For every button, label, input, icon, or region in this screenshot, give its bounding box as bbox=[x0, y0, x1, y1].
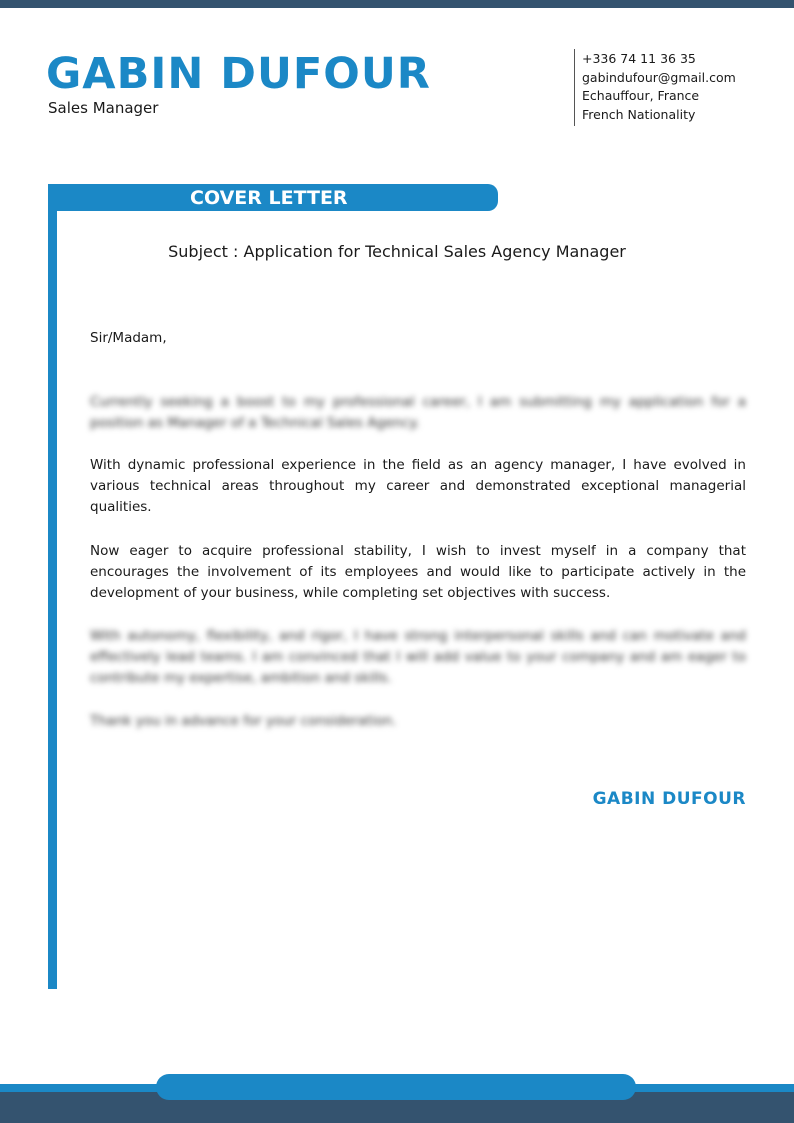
top-border-bar bbox=[0, 0, 794, 8]
contact-block bbox=[582, 50, 736, 125]
letter-paragraph-3: Now eager to acquire professional stability, I wish to invest myself in a company that encourages the involvement of its employees and would like to participate actively in the development of your business, while completing set objectives with success. bbox=[90, 543, 746, 602]
contact-nationality: French Nationality bbox=[582, 107, 696, 123]
contact-email: gabindufour@gmail.com bbox=[582, 69, 736, 85]
contact-divider bbox=[574, 49, 575, 126]
footer-pill bbox=[156, 1074, 636, 1100]
letter-paragraph-2: With dynamic professional experience in the field as an agency manager, I have evolved in various technical areas throughout my career and demonstrated exceptional managerial qualities. bbox=[90, 457, 746, 516]
letter-salutation: Sir/Madam, bbox=[90, 330, 167, 346]
letter-paragraph-1: Currently seeking a boost to my professional career, I am submitting my application for a position as Manager of a Technical Sales Agency. bbox=[90, 394, 746, 432]
letter-signature: GABIN DUFOUR bbox=[592, 789, 746, 809]
section-title: COVER LETTER bbox=[190, 187, 348, 209]
letter-paragraph-5: Thank you in advance for your consideration. bbox=[90, 713, 397, 729]
job-title: Sales Manager bbox=[48, 99, 159, 117]
left-accent-rule bbox=[48, 184, 57, 989]
letter-paragraph-4: With autonomy, flexibility, and rigor, I have strong interpersonal skills and can motivate and effectively lead teams. I am convinced that I will add value to your company and am eager to contribute my expertise, ambition and skills. bbox=[90, 628, 746, 687]
candidate-name: GABIN DUFOUR bbox=[46, 49, 431, 99]
letter-subject: Subject : Application for Technical Sales Agency Manager bbox=[168, 242, 626, 261]
contact-phone: +336 74 11 36 35 bbox=[582, 51, 696, 66]
contact-location: Echauffour, France bbox=[582, 88, 700, 104]
